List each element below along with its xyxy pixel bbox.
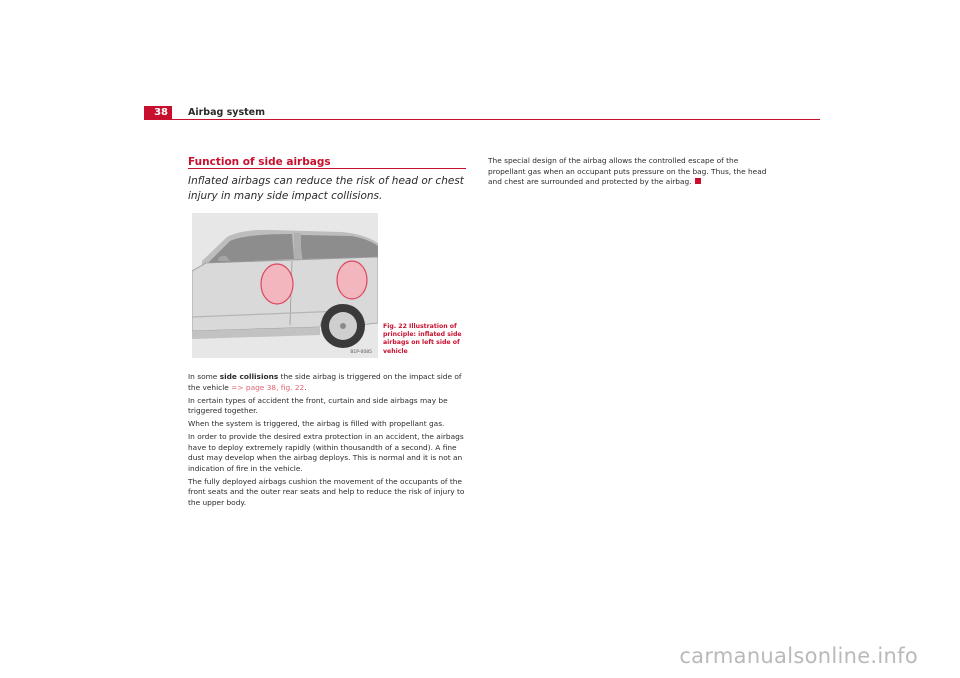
right-text-column [488,156,768,188]
watermark: carmanualsonline.info [679,644,918,668]
page-number: 38 [144,106,172,120]
bold-term: side collisions [219,372,279,381]
figure-caption: Fig. 22 Illustration of principle: inflated side airbags on left side of vehicle [383,323,462,355]
paragraph-2: In certain types of accident the front, curtain and side airbags may be triggered together. [188,395,448,415]
header-divider [144,119,820,120]
heading-divider [188,168,466,169]
paragraph-3: When the system is triggered, the airbag is filled with propellant gas. [188,419,445,428]
right-paragraph-1: The special design of the airbag allows the controlled escape of the propellant gas when an occupant puts pressure on the bag. Thus, the head and chest are surrounded and protected by the airbag. [488,156,767,186]
paragraph-4: In order to provide the desired extra protection in an accident, the airbags have to deploy extremely rapidly (within thousandth of a second). A fine dust may develop when the airbag deploys. This is normal and it is not an indication of fire in the vehicle. [188,432,464,473]
side-airbag-illustration [192,213,378,358]
page-reference-link[interactable]: => page 38, fig. 22 [231,382,305,392]
header-title: Airbag system [188,107,265,118]
car-side-view-drawing [192,213,378,358]
front-side-airbag [261,264,293,304]
section-heading: Function of side airbags [188,156,331,168]
rear-side-airbag [337,261,367,299]
figure-code: B1P-0085 [350,350,372,355]
section-end-marker [695,178,701,184]
section-intro: Inflated airbags can reduce the risk of head or chest injury in many side impact collisions. [188,175,464,202]
main-text-column [188,372,470,511]
paragraph-1: In some side collisions the side airbag is triggered on the impact side of the vehicle => page 38, fig. 22. [188,372,462,392]
paragraph-5: The fully deployed airbags cushion the movement of the occupants of the front seats and the outer rear seats and help to reduce the risk of injury to the upper body. [188,476,465,507]
